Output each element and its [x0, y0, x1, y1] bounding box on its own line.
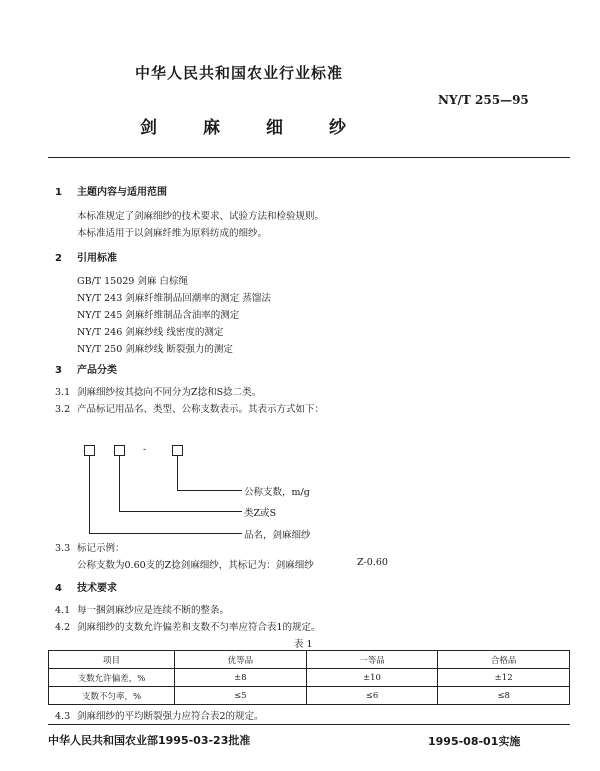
tolerance-table — [48, 650, 570, 705]
section-1-para-2: 本标准适用于以剑麻纤维为原料纺成的细纱。 — [77, 228, 268, 239]
leader-line — [119, 456, 120, 511]
label-name: 品名，剑麻细纱 — [244, 530, 311, 541]
reference-item: NY/T 246 剑麻纱线 线密度的测定 — [77, 327, 224, 338]
leader-line — [177, 456, 178, 490]
marking-example-code: Z-0.60 — [357, 557, 388, 568]
marking-example: 公称支数为0.60支的Z捻剑麻细纱，其标记为：剑麻细纱 — [77, 560, 314, 571]
table-cell: ±12 — [438, 669, 570, 687]
leader-line — [177, 490, 242, 491]
table-cell: 支数允许偏差，% — [49, 669, 175, 687]
table-cell: ±8 — [175, 669, 307, 687]
table-header-cell: 一等品 — [306, 651, 438, 669]
clause-3-3: 3.3 标记示例： — [55, 543, 125, 554]
table-header-row — [49, 651, 570, 669]
title-rule — [48, 157, 570, 158]
section-1-para-1: 本标准规定了剑麻细纱的技术要求、试验方法和检验规则。 — [77, 211, 325, 222]
table-cell: ≤8 — [438, 687, 570, 705]
table-cell: ±10 — [306, 669, 438, 687]
section-3-heading: 3 产品分类 — [55, 365, 117, 376]
section-1-heading: 1 主题内容与适用范围 — [55, 187, 167, 198]
effective-date: 1995-08-01实施 — [428, 735, 521, 748]
reference-item: NY/T 243 剑麻纤维制品回潮率的测定 蒸馏法 — [77, 293, 271, 304]
reference-item: NY/T 250 剑麻纱线 断裂强力的测定 — [77, 344, 233, 355]
table-row — [49, 687, 570, 705]
leader-line — [89, 456, 90, 533]
section-2-heading: 2 引用标准 — [55, 253, 117, 264]
issuing-body: 中华人民共和国农业行业标准 — [135, 64, 344, 82]
type-box — [114, 445, 125, 456]
table-header-cell: 合格品 — [438, 651, 570, 669]
approval-line: 中华人民共和国农业部1995-03-23批准 — [48, 734, 251, 747]
leader-line — [89, 533, 242, 534]
table-cell: ≤5 — [175, 687, 307, 705]
leader-line — [119, 511, 242, 512]
table-header-cell: 优等品 — [175, 651, 307, 669]
reference-item: NY/T 245 剑麻纤维制品含油率的测定 — [77, 310, 240, 321]
label-count: 公称支数，m/g — [244, 487, 310, 498]
table-row — [49, 669, 570, 687]
clause-4-1: 4.1 每一捆剑麻纱应是连续不断的整条。 — [55, 605, 230, 616]
reference-item: GB/T 15029 剑麻 白棕绳 — [77, 276, 188, 287]
name-box — [84, 445, 95, 456]
clause-3-2: 3.2 产品标记用品名、类型、公称支数表示。其表示方式如下： — [55, 404, 325, 415]
table-caption: 表 1 — [294, 639, 313, 650]
clause-3-1: 3.1 剑麻细纱按其捻向不同分为Z捻和S捻二类。 — [55, 387, 262, 398]
clause-4-2: 4.2 剑麻细纱的支数允许偏差和支数不匀率应符合表1的规定。 — [55, 622, 321, 633]
table-cell: 支数不匀率，% — [49, 687, 175, 705]
document-title: 剑麻细纱 — [140, 118, 392, 138]
clause-4-3: 4.3 剑麻细纱的平均断裂强力应符合表2的规定。 — [55, 711, 264, 722]
table-header-cell: 项目 — [49, 651, 175, 669]
dash-separator: - — [143, 444, 147, 455]
label-type: 类Z或S — [244, 508, 277, 519]
table-cell: ≤6 — [306, 687, 438, 705]
standard-code: NY/T 255—95 — [438, 93, 529, 107]
section-4-heading: 4 技术要求 — [55, 583, 117, 594]
footer-rule — [48, 724, 570, 725]
count-box — [172, 445, 183, 456]
